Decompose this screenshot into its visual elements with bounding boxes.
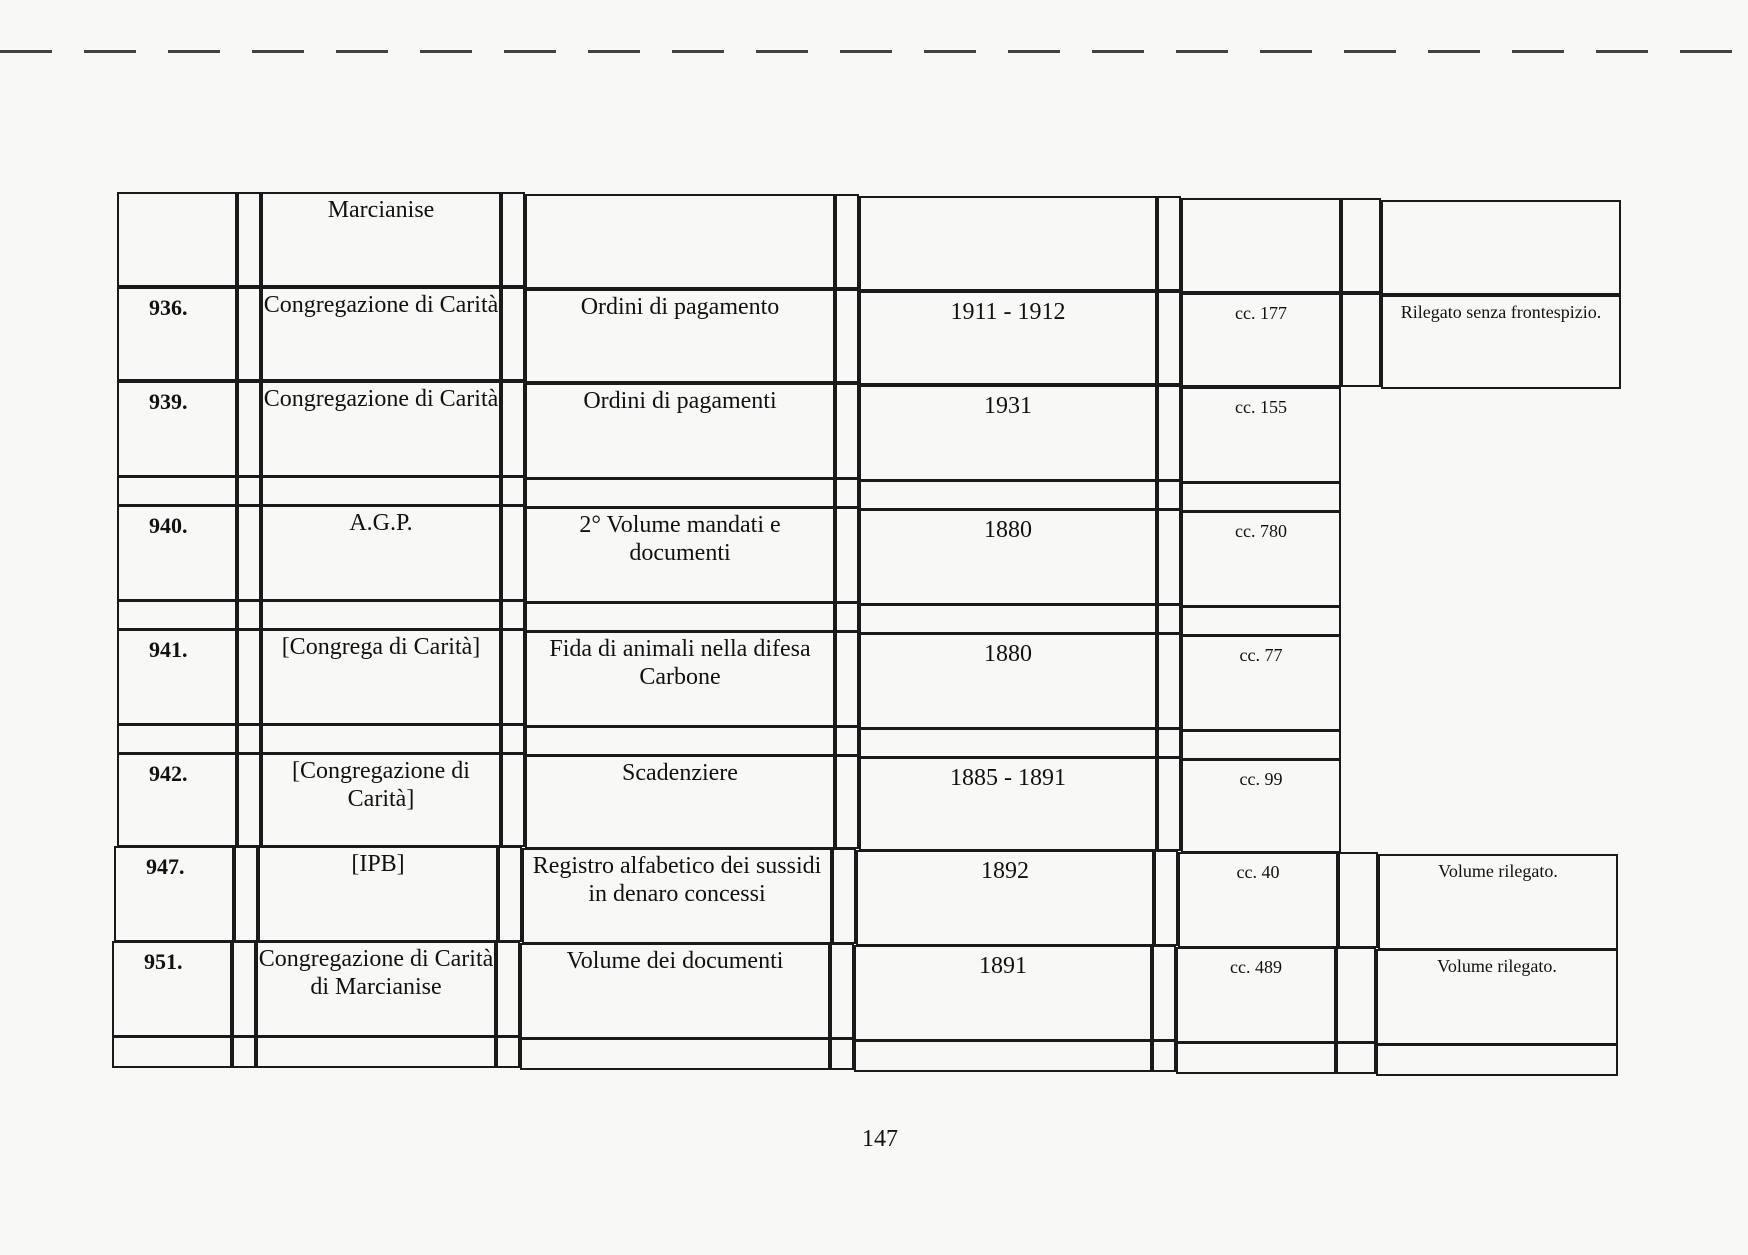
size-cell: cc. 155 bbox=[1181, 387, 1341, 483]
date-cell: 1880 bbox=[859, 509, 1157, 605]
date-cell: 1885 - 1891 bbox=[859, 757, 1157, 851]
entity-cell: Congregazione di Carità bbox=[261, 287, 501, 381]
entity-cell: [Congregazione di Carità] bbox=[261, 753, 501, 847]
note-cell: Volume rilegato. bbox=[1376, 949, 1618, 1045]
size-cell: cc. 40 bbox=[1178, 852, 1338, 948]
description-cell: Fida di animali nella difesa Carbone bbox=[525, 631, 835, 727]
item-number: 940. bbox=[117, 505, 237, 601]
description-cell: Ordini di pagamento bbox=[525, 289, 835, 383]
date-cell: 1880 bbox=[859, 633, 1157, 729]
size-cell: cc. 177 bbox=[1181, 293, 1341, 387]
date-cell: 1931 bbox=[859, 385, 1157, 481]
date-cell: 1892 bbox=[856, 850, 1154, 946]
date-cell: 1891 bbox=[854, 945, 1152, 1041]
description-cell: Volume dei documenti bbox=[520, 943, 830, 1039]
item-number: 936. bbox=[117, 287, 237, 381]
entity-cell: [IPB] bbox=[258, 846, 498, 942]
description-cell: Scadenziere bbox=[525, 755, 835, 849]
entity-cell: A.G.P. bbox=[261, 505, 501, 601]
size-cell: cc. 489 bbox=[1176, 947, 1336, 1043]
description-cell: Ordini di pagamenti bbox=[525, 383, 835, 479]
item-number: 941. bbox=[117, 629, 237, 725]
entity-cell: Congregazione di Carità di Marcianise bbox=[256, 941, 496, 1037]
entity-cell: Congregazione di Carità bbox=[261, 381, 501, 477]
continuation-entity: Marcianise bbox=[261, 192, 501, 287]
page-number: 147 bbox=[862, 1126, 898, 1152]
size-cell: cc. 77 bbox=[1181, 635, 1341, 731]
item-number: 942. bbox=[117, 753, 237, 847]
item-number: 939. bbox=[117, 381, 237, 477]
date-cell: 1911 - 1912 bbox=[859, 291, 1157, 385]
size-cell: cc. 99 bbox=[1181, 759, 1341, 853]
note-cell: Volume rilegato. bbox=[1378, 854, 1618, 950]
entity-cell: [Congrega di Carità] bbox=[261, 629, 501, 725]
note-cell: Rilegato senza frontespizio. bbox=[1381, 295, 1621, 389]
item-number: 951. bbox=[112, 941, 232, 1037]
description-cell: 2° Volume mandati e documenti bbox=[525, 507, 835, 603]
item-number: 947. bbox=[114, 846, 234, 942]
description-cell: Registro alfabetico dei sussidi in denaro concessi bbox=[522, 848, 832, 944]
size-cell: cc. 780 bbox=[1181, 511, 1341, 607]
